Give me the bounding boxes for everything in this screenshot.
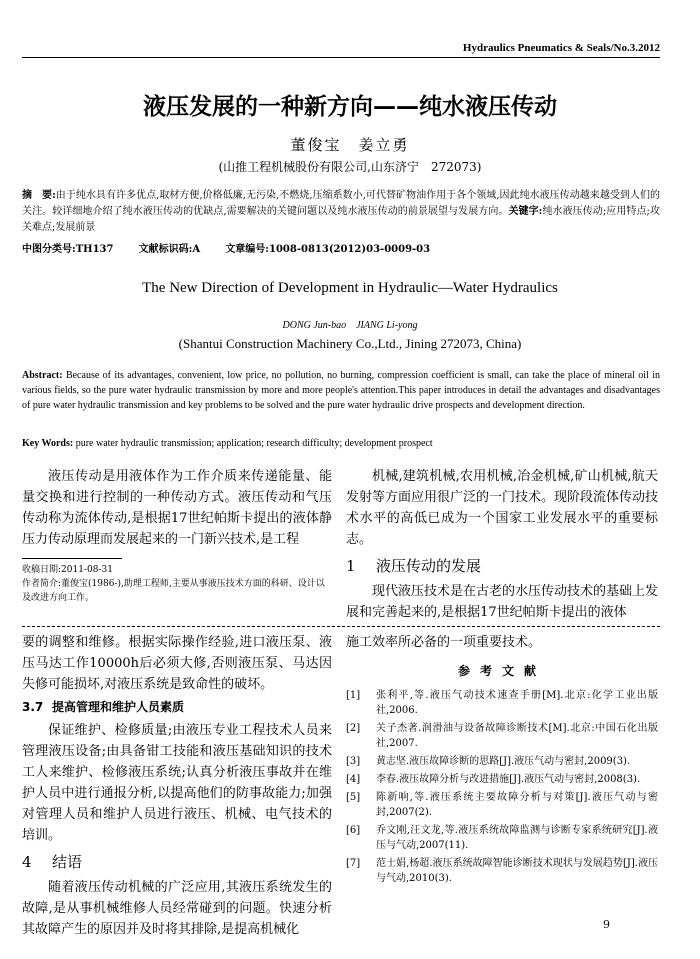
subsection-3-7-paragraph: 保证维护、检修质量;由液压专业工程技术人员来管理液压设备;由具备钳工技能和液压基础知识的技术工人来维护、检修液压系统;认真分析液压事故并在维护人员中进行通报分析,以提高他们的防事故能力;加强对管理人员和维护人员进行液压、机械、电气技术的培训。 [22, 723, 332, 843]
clc-value: TH137 [75, 244, 114, 255]
section-1-title: 液压传动的发展 [376, 557, 482, 575]
section-4-number: 4 [22, 853, 32, 871]
section-1-paragraph: 现代液压技术是在古老的水压传动技术的基础上发展和完善起来的,是根据17世纪帕斯卡提出的液体 [346, 584, 659, 620]
reference-item [346, 823, 658, 853]
affiliation: (山推工程机械股份有限公司,山东济宁 272073) [218, 160, 482, 174]
article-no-value: 1008-0813(2012)03-0009-03 [269, 244, 431, 255]
keywords-en-text: pure water hydraulic transmission; application; research difficulty; development prospect [75, 438, 433, 449]
intro-right-column [346, 466, 658, 623]
footnote [22, 563, 332, 605]
reference-item [346, 772, 658, 787]
section-1-number: 1 [346, 557, 356, 575]
reference-text: 范士娟,杨超.液压系统故障智能诊断技术现状与发展趋势[J].液压与气动,2010(3). [376, 858, 658, 884]
footnote-rule [22, 558, 122, 559]
keywords-en [22, 438, 660, 449]
header-rule [22, 57, 660, 58]
reference-number: [4] [346, 774, 361, 785]
lower-right-column [346, 632, 658, 889]
keywords-text: 纯水液压传动;应用特点;攻关难点;发展前景 [22, 206, 660, 233]
references-list [346, 688, 658, 886]
reference-number: [5] [346, 792, 361, 803]
reference-text: 关子杰著.润滑油与设备故障诊断技术[M].北京:中国石化出版社,2007. [376, 723, 658, 749]
reference-item [346, 856, 658, 886]
subsection-3-7-number: 3.7 [22, 700, 44, 714]
section-4-paragraph: 随着液压传动机械的广泛应用,其液压系统发生的故障,是从事机械维修人员经常碰到的问题。快速分析其故障产生的原因并及时将其排除,是提高机械化 [22, 880, 332, 937]
reference-number: [7] [346, 858, 361, 869]
abstract-text: 由于纯水具有许多优点,取材方便,价格低廉,无污染,不燃烧,压缩系数小,可代替矿物油作用于各个领域,因此纯水液压传动越来越受到人们的关注。较详细地介绍了纯水液压传动的优缺点,需要解决的关键问题以及纯水液压传动的前景展望与发展方向。 [22, 190, 660, 217]
reference-number: [3] [346, 756, 361, 767]
page-number: 9 [603, 918, 610, 931]
authors-en: DONG Jun-bao JIANG Li-yong [282, 320, 418, 331]
section-4-heading [22, 852, 332, 873]
reference-text: 陈新响,等.液压系统主要故障分析与对策[J].液压气动与密封,2007(2). [376, 792, 658, 818]
intro-left-column [22, 466, 332, 550]
reference-text: 乔文刚,汪文龙,等.液压系统故障监测与诊断专家系统研究[J].液压与气动,2007(11). [376, 825, 658, 851]
reference-item [346, 754, 658, 769]
references-title: 参考文献 [457, 664, 546, 678]
keywords-label: 关键字: [508, 206, 543, 217]
subsection-3-7-heading [22, 697, 332, 718]
article-no-label: 文章编号: [225, 244, 270, 255]
reference-item [346, 721, 658, 751]
authors: 董俊宝 姜立勇 [290, 136, 410, 154]
received-date: 收稿日期:2011-08-31 [22, 565, 113, 575]
reference-number: [2] [346, 723, 361, 734]
reference-text: 李春.液压故障分析与改进措施[J].液压气动与密封,2008(3). [376, 774, 641, 785]
reference-text: 张利平,等.液压气动技术速查手册[M].北京:化学工业出版社,2006. [376, 690, 658, 716]
reference-item [346, 790, 658, 820]
journal-header: Hydraulics Pneumatics & Seals/No.3.2012 [462, 42, 660, 54]
doc-code-label: 文献标识码: [138, 244, 193, 255]
abstract-label: 摘 要: [22, 190, 56, 201]
abstract-cn [22, 188, 660, 236]
intro-left-paragraph: 液压传动是用液体作为工作介质来传递能量、能量交换和进行控制的一种传动方式。液压传动和气压传动称为流体传动,是根据17世纪帕斯卡提出的液体静压力传动原理而发展起来的一门新兴技术,是工程 [22, 469, 332, 547]
author-bio: 作者简介:董俊宝(1986-),助理工程师,主要从事液压技术方面的科研、设计以及改进方向工作。 [22, 579, 325, 603]
intro-right-paragraph: 机械,建筑机械,农用机械,冶金机械,矿山机械,航天发射等方面应用很广泛的一门技术。现阶段流体传动技术水平的高低已成为一个国家工业发展水平的重要标志。 [346, 469, 659, 547]
reference-number: [1] [346, 690, 361, 701]
clc-label: 中图分类号: [22, 244, 76, 255]
classification-line [22, 240, 660, 255]
reference-item [346, 688, 658, 718]
doc-code-value: A [192, 244, 201, 255]
keywords-en-label: Key Words: [22, 438, 74, 449]
reference-text: 黄志坚.液压故障诊断的思路[J].液压气动与密封,2009(3). [376, 756, 631, 767]
abstract-en [22, 368, 660, 413]
paper-title-en: The New Direction of Development in Hydraulic—Water Hydraulics [142, 280, 558, 296]
affiliation-en: (Shantui Construction Machinery Co.,Ltd., Jining 272073, China) [178, 336, 522, 351]
lower-left-column [22, 632, 332, 940]
page-break-divider [22, 626, 660, 627]
continued-paragraph: 要的调整和维修。根据实际操作经验,进口液压泵、液压马达工作10000h后必须大修,否则液压泵、马达因失修可能损坏,对液压系统是致命性的破坏。 [22, 635, 332, 692]
reference-number: [6] [346, 825, 361, 836]
abstract-en-label: Abstract: [22, 370, 63, 381]
subsection-3-7-title: 提高管理和维护人员素质 [52, 700, 185, 714]
section-4-title: 结语 [52, 853, 83, 871]
section-1-heading [346, 556, 658, 577]
continued-paragraph-right: 施工效率所必备的一项重要技术。 [346, 635, 542, 650]
abstract-en-text: Because of its advantages, convenient, low price, no pollution, no burning, compression coefficient is small, can take the place of mineral oil in various fields, so the pure water hydraulic transmission by more and more people's attention.This paper introduces in detail the advantages and disadvantages of pure water hydraulic transmission and key problems to be solved and the pure water hydraulic drive prospects and development direction. [22, 370, 660, 411]
paper-title: 液压发展的一种新方向——纯水液压传动 [143, 94, 557, 120]
